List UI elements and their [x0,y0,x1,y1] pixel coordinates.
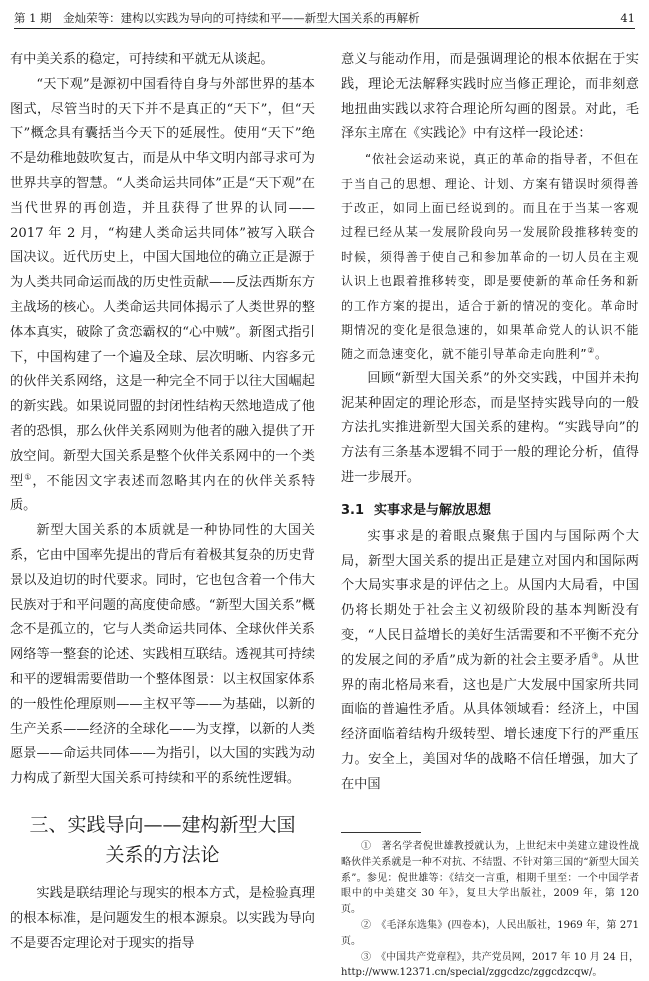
footnote-ref[interactable]: ① [24,472,33,482]
quote-end: 。 [595,347,608,362]
running-header [14,8,635,29]
footnotes [341,832,639,981]
paragraph-text: 实事求是的着眼点聚焦于国内与国际两个大局，新型大国关系的提出正是建立对国内和国际两个大局实事求是的评估之上。从国内大局看，中国仍将长期处于社会主义初级阶段的基本判断没有变，“人民日益增长的美好生活需要和不平衡不充分的发展之间的矛盾”成为新的社会主要矛盾 [341,528,639,668]
subsection-title: 实事求是与解放思想 [374,502,492,518]
paragraph-text: “天下观”是源初中国看待自身与外部世界的基本图式，尽管当时的天下并不是真正的“天下”，但“天下”概念具有囊括当今天下的延展性。使用“天下”绝不是幼稚地鼓吹复古，而是从中华文明内部寻求可为世界共享的智慧。“人类命运共同体”正是“天下观”在当代世界的再创造，并且获得了世界的认同——2017 年 2 月，“构建人类命运共同体”被写入联合国决议。近代历史上，中国大国地位的确立正是源于为人类共同命运而战的历史性贡献——反法西斯东方主战场的核心。人类命运共同体揭示了人类世界的整体本真实，破除了贪恋霸权的“心中贼”。新图式指引下，中国构建了一个遍及全球、层次明晰、内容多元的伙伴关系网络，这是一种完全不同于以往大国崛起的新实践。如果说同盟的封闭性结构天然地造成了他者的恐惧，那么伙伴关系网则为他者的融入提供了开放空间。新型大国关系是整个伙伴关系网中的一个类型 [10,76,315,489]
paragraph-text: ，不能因文字表述而忽略其内在的伙伴关系特质。 [10,473,316,514]
footnote: ② 《毛泽东选集》(四卷本)，人民出版社，1969 年，第 271 页。 [341,919,639,947]
block-quote [341,147,639,367]
paragraph [341,525,639,798]
footnote: ③ 《中国共产党章程》，共产党员网，2017 年 10 月 24 日，http://www.12371.cn/special/zggcdzc/zggcdzcqw/。 [341,951,639,979]
footnote-ref[interactable]: ② [587,346,595,356]
paragraph-text: 。从世界的南北格局来看，这也是广大发展中国家所共同面临的普遍性矛盾。从具体领域看：经济上，中国经济面临着结构升级转型、增长速度下行的严重压力。安全上，美国对华的战略不信任增强，加大了在中国 [341,652,640,792]
section-heading-line: 三、实践导向——建构新型大国 [29,813,296,836]
paragraph: 有中美关系的稳定，可持续和平就无从谈起。 [10,52,274,67]
paragraph: 新型大国关系的本质就是一种协同性的大国关系，它由中国率先提出的背后有着极其复杂的历史背景以及迫切的时代要求。同时，它也包含着一个伟大民族对于和平问题的高度使命感。“新型大国关系”概念不是孤立的，它与人类命运共同体、全球伙伴关系网络等一整套的论述、实践相互联结。透视其可持续和平的逻辑需要借助一个整体图景：以主权国家体系的一般性伦理原则——主权平等——为基础，以新的生产关系——经济的全球化——为支撑，以新的人类愿景——命运共同体——为指引，以大国的实践为动力构成了新型大国关系可持续和平的系统性逻辑。 [10,523,315,787]
footnote-ref[interactable]: ③ [591,651,599,661]
page-number: 41 [620,11,635,25]
paragraph: 意义与能动作用，而是强调理论的根本依据在于实践，理论无法解释实践时应当修正理论，而非刻意地扭曲实践以求符合理论所勾画的图景。对此，毛泽东主席在《实践论》中有这样一段论述： [341,52,639,142]
section-heading [10,810,315,870]
header-title: 第 1 期 金灿荣等：建构以实践为导向的可持续和平——新型大国关系的再解析 [14,11,420,25]
right-column [341,48,639,798]
paragraph: 实践是联结理论与现实的根本方式，是检验真理的根本标准，是问题发生的根本源泉。以实践为导向不是要否定理论对于现实的指导 [10,885,315,951]
paragraph [10,73,315,519]
quote-text: “依社会运动来说，真正的革命的指导者，不但在于当自己的思想、理论、计划、方案有错误时须得善于改正，如同上面已经说到的。而且在于当某一客观过程已经从某一发展阶段向另一发展阶段推移转变的时候，须得善于使自己和参加革命的一切人员在主观认识上也跟着推移转变，即是要使新的革命任务和新的工作方案的提出，适合于新的情况的变化。革命时期情况的变化是很急速的，如果革命党人的认识不能随之而急速变化，就不能引导革命走向胜利” [341,152,639,362]
subsection-number: 3.1 [341,502,365,518]
left-column [10,48,315,956]
section-heading-line: 关系的方法论 [105,843,220,866]
subsection-heading [341,499,639,523]
paragraph: 回顾“新型大国关系”的外交实践，中国并未拘泥某种固定的理论形态，而是坚持实践导向的一般方法扎实推进新型大国关系的建构。“实践导向”的方法有三条基本逻辑不同于一般的理论分析，值得进一步展开。 [341,370,639,486]
footnote: ① 著名学者倪世雄教授就认为，上世纪末中美建立建设性战略伙伴关系就是一种不对抗、不结盟、不针对第三国的“新型大国关系”。参见：倪世雄等：《结交一言重，相期千里至：一个中国学者眼中的中美建交 30 年》，复旦大学出版社，2009 年，第 120 页。 [341,841,639,916]
footnote-divider [341,832,421,833]
